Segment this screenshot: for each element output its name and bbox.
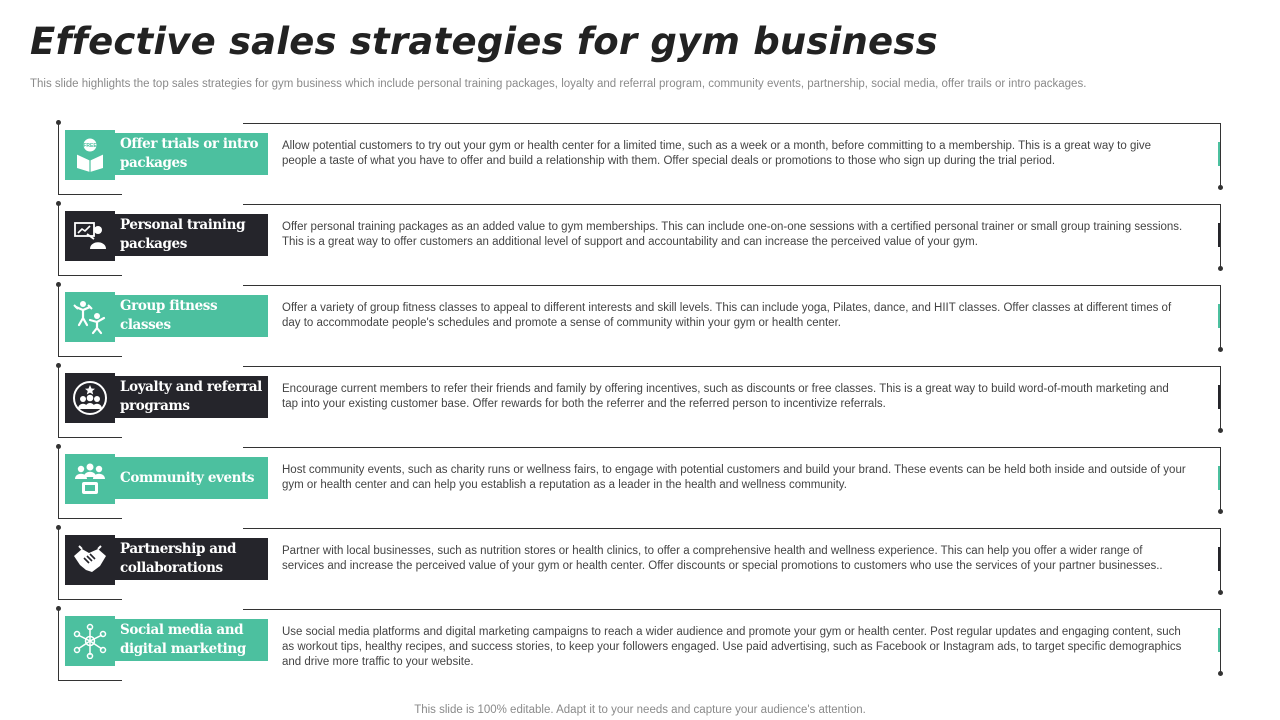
strategy-row-personal-training	[0, 204, 1280, 285]
page-title: Effective sales strategies for gym business	[30, 20, 938, 63]
trainer-presentation-icon	[65, 211, 115, 261]
strategy-label-box	[115, 376, 268, 418]
strategy-label-box	[115, 295, 268, 337]
strategy-label-box	[115, 214, 268, 256]
strategy-description: Partner with local businesses, such as nutrition stores or health clinics, to offer a comprehensive health and wellness experience. This can help you offer a wider range of services and increase the perceived value of your gym or health center. Offer discounts or special promotions to customers who use the services of your partner businesses..	[282, 545, 1163, 572]
strategy-label-box	[115, 538, 268, 580]
strategy-label: Personal training packages	[120, 217, 246, 252]
strategy-label-box	[115, 619, 268, 661]
strategy-row-partnership	[0, 528, 1280, 609]
strategy-label: Offer trials or intro packages	[120, 136, 259, 171]
strategy-row-community-events	[0, 447, 1280, 528]
strategy-label: Loyalty and referral programs	[120, 379, 262, 414]
group-exercise-icon	[65, 292, 115, 342]
strategy-description: Offer a variety of group fitness classes to appeal to different interests and skill levels. This can include yoga, Pilates, dance, and HIIT classes. Offer classes at different times of day to accommodate people's schedules and promote a sense of community within your gym or health center.	[282, 302, 1172, 329]
strategy-description: Encourage current members to refer their friends and family by offering incentives, such as discounts or free classes. This is a great way to build word-of-mouth marketing and tap into your existing customer base. Offer rewards for both the referrer and the referred person to incentivize referrals.	[282, 383, 1169, 410]
free-badge-text: FREE	[83, 143, 97, 149]
strategy-label: Group fitness classes	[120, 298, 218, 333]
handshake-icon	[65, 535, 115, 585]
strategy-row-loyalty-referral	[0, 366, 1280, 447]
strategy-description: Use social media platforms and digital marketing campaigns to reach a wider audience and promote your gym or health center. Post regular updates and engaging content, such as workout tips, healthy recipes, and success stories, to keep your followers engaged. Use paid advertising, such as Facebook or Instagram ads, to target specific demographics and drive more traffic to your website.	[282, 626, 1182, 668]
community-event-icon	[65, 454, 115, 504]
strategy-label-box	[115, 133, 268, 175]
strategy-label: Community events	[120, 469, 255, 486]
network-icon	[65, 616, 115, 666]
strategy-label: Social media and digital marketing	[120, 622, 246, 657]
strategy-row-group-fitness	[0, 285, 1280, 366]
strategy-description: Allow potential customers to try out your gym or health center for a limited time, such as a week or a month, before committing to a membership. This is a great way to give people a taste of what you have to offer and build a relationship with them. Offer special deals or promotions to those who sign up during the trial period.	[282, 140, 1152, 167]
footer-note: This slide is 100% editable. Adapt it to your needs and capture your audience's attention.	[414, 704, 866, 716]
strategy-label: Partnership and collaborations	[120, 541, 237, 576]
strategy-row-offer-trials	[0, 123, 1280, 204]
free-gift-icon	[65, 130, 115, 180]
loyalty-group-icon	[65, 373, 115, 423]
page-subtitle: This slide highlights the top sales strategies for gym business which include personal training packages, loyalty and referral program, community events, partnership, social media, offer trails or intro packages.	[30, 78, 1087, 90]
strategy-description: Host community events, such as charity runs or wellness fairs, to engage with potential customers and build your brand. These events can be held both inside and outside of your gym or health center and can help you establish a reputation as a leader in the health and wellness community.	[282, 464, 1186, 491]
strategy-row-social-media	[0, 609, 1280, 690]
strategy-label-box	[115, 457, 268, 499]
strategy-description: Offer personal training packages as an added value to gym memberships. This can include one-on-one sessions with a certified personal trainer or small group training sessions. This is a great way to offer customers an additional level of support and accountability and can increase the perceived value of your gym.	[282, 221, 1183, 248]
